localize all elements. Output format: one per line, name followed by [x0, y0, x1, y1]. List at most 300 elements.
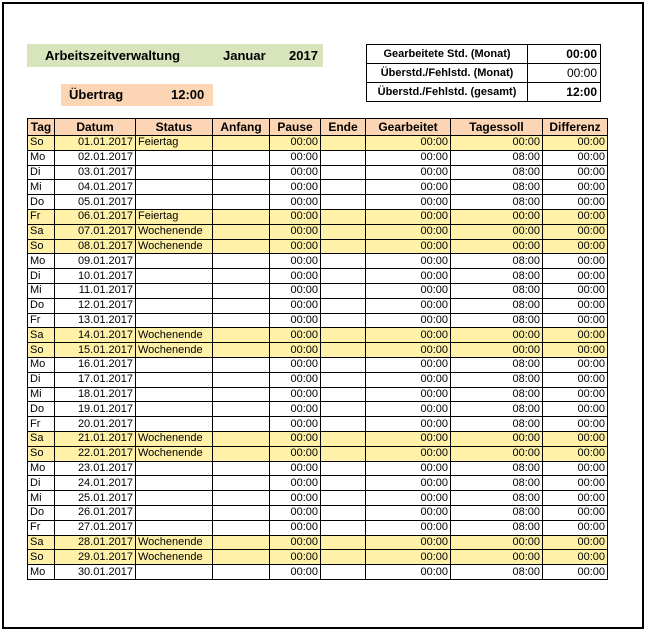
cell-gearbeitet[interactable]: 00:00: [366, 461, 451, 476]
cell-differenz[interactable]: 00:00: [543, 491, 608, 506]
cell-datum[interactable]: 09.01.2017: [55, 254, 136, 269]
column-header: Tag: [28, 119, 55, 136]
cell-tag[interactable]: Sa: [28, 328, 55, 343]
cell-ende[interactable]: [321, 343, 366, 358]
cell-ende[interactable]: [321, 505, 366, 520]
cell-pause[interactable]: 00:00: [270, 224, 321, 239]
cell-tag[interactable]: Do: [28, 298, 55, 313]
cell-datum[interactable]: 06.01.2017: [55, 209, 136, 224]
cell-gearbeitet[interactable]: 00:00: [366, 417, 451, 432]
cell-datum[interactable]: 11.01.2017: [55, 283, 136, 298]
cell-status[interactable]: [136, 505, 213, 520]
cell-tagessoll[interactable]: 08:00: [451, 165, 543, 180]
cell-anfang[interactable]: [213, 313, 270, 328]
cell-status[interactable]: [136, 387, 213, 402]
cell-pause[interactable]: 00:00: [270, 165, 321, 180]
cell-ende[interactable]: [321, 254, 366, 269]
cell-tag[interactable]: So: [28, 550, 55, 565]
cell-pause[interactable]: 00:00: [270, 565, 321, 580]
cell-status[interactable]: [136, 417, 213, 432]
cell-gearbeitet[interactable]: 00:00: [366, 535, 451, 550]
cell-pause[interactable]: 00:00: [270, 283, 321, 298]
cell-pause[interactable]: 00:00: [270, 491, 321, 506]
cell-anfang[interactable]: [213, 535, 270, 550]
cell-differenz[interactable]: 00:00: [543, 446, 608, 461]
table-row: [28, 520, 608, 535]
cell-pause[interactable]: 00:00: [270, 328, 321, 343]
cell-anfang[interactable]: [213, 417, 270, 432]
cell-tag[interactable]: Do: [28, 402, 55, 417]
cell-pause[interactable]: 00:00: [270, 269, 321, 284]
cell-datum[interactable]: 19.01.2017: [55, 402, 136, 417]
cell-tagessoll[interactable]: 08:00: [451, 298, 543, 313]
cell-differenz[interactable]: 00:00: [543, 239, 608, 254]
cell-differenz[interactable]: 00:00: [543, 431, 608, 446]
cell-status[interactable]: Wochenende: [136, 550, 213, 565]
cell-gearbeitet[interactable]: 00:00: [366, 328, 451, 343]
cell-differenz[interactable]: 00:00: [543, 328, 608, 343]
cell-tag[interactable]: Fr: [28, 313, 55, 328]
cell-gearbeitet[interactable]: 00:00: [366, 239, 451, 254]
cell-datum[interactable]: 27.01.2017: [55, 520, 136, 535]
cell-tag[interactable]: Do: [28, 505, 55, 520]
table-row: [28, 298, 608, 313]
cell-ende[interactable]: [321, 224, 366, 239]
cell-differenz[interactable]: 00:00: [543, 209, 608, 224]
cell-pause[interactable]: 00:00: [270, 136, 321, 151]
cell-gearbeitet[interactable]: 00:00: [366, 224, 451, 239]
cell-pause[interactable]: 00:00: [270, 431, 321, 446]
table-row: [28, 372, 608, 387]
cell-pause[interactable]: 00:00: [270, 372, 321, 387]
cell-anfang[interactable]: [213, 254, 270, 269]
cell-gearbeitet[interactable]: 00:00: [366, 520, 451, 535]
cell-differenz[interactable]: 00:00: [543, 417, 608, 432]
cell-differenz[interactable]: 00:00: [543, 565, 608, 580]
cell-anfang[interactable]: [213, 565, 270, 580]
cell-tag[interactable]: So: [28, 446, 55, 461]
cell-gearbeitet[interactable]: 00:00: [366, 254, 451, 269]
cell-ende[interactable]: [321, 387, 366, 402]
cell-differenz[interactable]: 00:00: [543, 180, 608, 195]
carryover-label: Übertrag: [69, 87, 124, 102]
cell-datum[interactable]: 17.01.2017: [55, 372, 136, 387]
cell-pause[interactable]: 00:00: [270, 461, 321, 476]
cell-tagessoll[interactable]: 00:00: [451, 224, 543, 239]
cell-differenz[interactable]: 00:00: [543, 461, 608, 476]
cell-status[interactable]: [136, 195, 213, 210]
cell-gearbeitet[interactable]: 00:00: [366, 209, 451, 224]
cell-tag[interactable]: Mo: [28, 565, 55, 580]
cell-tagessoll[interactable]: 08:00: [451, 491, 543, 506]
cell-anfang[interactable]: [213, 431, 270, 446]
cell-status[interactable]: Wochenende: [136, 224, 213, 239]
cell-pause[interactable]: 00:00: [270, 254, 321, 269]
cell-ende[interactable]: [321, 476, 366, 491]
cell-anfang[interactable]: [213, 298, 270, 313]
cell-ende[interactable]: [321, 136, 366, 151]
cell-pause[interactable]: 00:00: [270, 209, 321, 224]
cell-tagessoll[interactable]: 00:00: [451, 136, 543, 151]
cell-tagessoll[interactable]: 08:00: [451, 254, 543, 269]
cell-gearbeitet[interactable]: 00:00: [366, 550, 451, 565]
cell-anfang[interactable]: [213, 150, 270, 165]
carryover-box: [61, 84, 213, 106]
cell-tag[interactable]: So: [28, 136, 55, 151]
cell-differenz[interactable]: 00:00: [543, 535, 608, 550]
cell-tag[interactable]: Mi: [28, 180, 55, 195]
cell-tag[interactable]: Mi: [28, 283, 55, 298]
cell-tag[interactable]: So: [28, 239, 55, 254]
cell-ende[interactable]: [321, 357, 366, 372]
cell-tagessoll[interactable]: 08:00: [451, 387, 543, 402]
cell-ende[interactable]: [321, 165, 366, 180]
cell-differenz[interactable]: 00:00: [543, 150, 608, 165]
cell-anfang[interactable]: [213, 520, 270, 535]
cell-datum[interactable]: 18.01.2017: [55, 387, 136, 402]
cell-tag[interactable]: Mi: [28, 387, 55, 402]
summary-label: Überstd./Fehlstd. (Monat): [367, 64, 528, 83]
cell-differenz[interactable]: 00:00: [543, 550, 608, 565]
cell-differenz[interactable]: 00:00: [543, 298, 608, 313]
cell-gearbeitet[interactable]: 00:00: [366, 491, 451, 506]
cell-pause[interactable]: 00:00: [270, 150, 321, 165]
cell-anfang[interactable]: [213, 402, 270, 417]
title-bar: [27, 44, 323, 67]
cell-gearbeitet[interactable]: 00:00: [366, 505, 451, 520]
cell-tagessoll[interactable]: 08:00: [451, 505, 543, 520]
cell-pause[interactable]: 00:00: [270, 298, 321, 313]
cell-tagessoll[interactable]: 00:00: [451, 343, 543, 358]
table-row: [28, 239, 608, 254]
cell-gearbeitet[interactable]: 00:00: [366, 150, 451, 165]
cell-gearbeitet[interactable]: 00:00: [366, 357, 451, 372]
cell-anfang[interactable]: [213, 165, 270, 180]
cell-ende[interactable]: [321, 209, 366, 224]
cell-tagessoll[interactable]: 00:00: [451, 239, 543, 254]
column-header: Status: [136, 119, 213, 136]
cell-tag[interactable]: Mo: [28, 357, 55, 372]
cell-pause[interactable]: 00:00: [270, 387, 321, 402]
cell-anfang[interactable]: [213, 209, 270, 224]
cell-pause[interactable]: 00:00: [270, 505, 321, 520]
column-header: Tagessoll: [451, 119, 543, 136]
cell-status[interactable]: Wochenende: [136, 535, 213, 550]
cell-datum[interactable]: 24.01.2017: [55, 476, 136, 491]
cell-status[interactable]: [136, 461, 213, 476]
table-row: [28, 283, 608, 298]
cell-ende[interactable]: [321, 269, 366, 284]
cell-tagessoll[interactable]: 08:00: [451, 195, 543, 210]
cell-status[interactable]: [136, 298, 213, 313]
cell-tagessoll[interactable]: 08:00: [451, 357, 543, 372]
cell-differenz[interactable]: 00:00: [543, 402, 608, 417]
summary-row: [367, 64, 601, 83]
cell-ende[interactable]: [321, 402, 366, 417]
cell-ende[interactable]: [321, 520, 366, 535]
cell-differenz[interactable]: 00:00: [543, 343, 608, 358]
cell-status[interactable]: Feiertag: [136, 209, 213, 224]
cell-status[interactable]: [136, 269, 213, 284]
cell-datum[interactable]: 30.01.2017: [55, 565, 136, 580]
cell-ende[interactable]: [321, 180, 366, 195]
column-header: Anfang: [213, 119, 270, 136]
cell-tag[interactable]: Sa: [28, 431, 55, 446]
cell-tagessoll[interactable]: 00:00: [451, 446, 543, 461]
cell-pause[interactable]: 00:00: [270, 195, 321, 210]
cell-datum[interactable]: 20.01.2017: [55, 417, 136, 432]
cell-ende[interactable]: [321, 328, 366, 343]
cell-datum[interactable]: 10.01.2017: [55, 269, 136, 284]
cell-ende[interactable]: [321, 195, 366, 210]
table-row: [28, 461, 608, 476]
cell-tagessoll[interactable]: 08:00: [451, 520, 543, 535]
table-row: [28, 328, 608, 343]
cell-status[interactable]: [136, 313, 213, 328]
cell-gearbeitet[interactable]: 00:00: [366, 298, 451, 313]
cell-ende[interactable]: [321, 550, 366, 565]
cell-tag[interactable]: Di: [28, 165, 55, 180]
cell-gearbeitet[interactable]: 00:00: [366, 476, 451, 491]
cell-datum[interactable]: 03.01.2017: [55, 165, 136, 180]
cell-pause[interactable]: 00:00: [270, 535, 321, 550]
cell-pause[interactable]: 00:00: [270, 239, 321, 254]
cell-tagessoll[interactable]: 08:00: [451, 150, 543, 165]
cell-status[interactable]: [136, 165, 213, 180]
cell-tag[interactable]: Sa: [28, 224, 55, 239]
cell-tagessoll[interactable]: 00:00: [451, 550, 543, 565]
cell-tag[interactable]: Mo: [28, 461, 55, 476]
cell-datum[interactable]: 16.01.2017: [55, 357, 136, 372]
cell-differenz[interactable]: 00:00: [543, 357, 608, 372]
cell-status[interactable]: [136, 476, 213, 491]
cell-ende[interactable]: [321, 283, 366, 298]
cell-status[interactable]: [136, 254, 213, 269]
cell-ende[interactable]: [321, 565, 366, 580]
cell-tag[interactable]: Di: [28, 269, 55, 284]
cell-anfang[interactable]: [213, 476, 270, 491]
summary-value[interactable]: 00:00: [528, 64, 601, 83]
cell-tagessoll[interactable]: 08:00: [451, 269, 543, 284]
cell-datum[interactable]: 13.01.2017: [55, 313, 136, 328]
cell-anfang[interactable]: [213, 195, 270, 210]
cell-anfang[interactable]: [213, 446, 270, 461]
cell-anfang[interactable]: [213, 269, 270, 284]
cell-datum[interactable]: 22.01.2017: [55, 446, 136, 461]
cell-differenz[interactable]: 00:00: [543, 520, 608, 535]
cell-anfang[interactable]: [213, 491, 270, 506]
cell-datum[interactable]: 05.01.2017: [55, 195, 136, 210]
cell-status[interactable]: Wochenende: [136, 431, 213, 446]
cell-tagessoll[interactable]: 08:00: [451, 313, 543, 328]
cell-tag[interactable]: Mo: [28, 254, 55, 269]
cell-tagessoll[interactable]: 08:00: [451, 372, 543, 387]
column-header: Datum: [55, 119, 136, 136]
cell-differenz[interactable]: 00:00: [543, 372, 608, 387]
cell-ende[interactable]: [321, 491, 366, 506]
cell-anfang[interactable]: [213, 357, 270, 372]
cell-datum[interactable]: 23.01.2017: [55, 461, 136, 476]
cell-differenz[interactable]: 00:00: [543, 165, 608, 180]
cell-gearbeitet[interactable]: 00:00: [366, 372, 451, 387]
cell-ende[interactable]: [321, 150, 366, 165]
cell-differenz[interactable]: 00:00: [543, 313, 608, 328]
table-row: [28, 313, 608, 328]
column-header: Ende: [321, 119, 366, 136]
cell-gearbeitet[interactable]: 00:00: [366, 136, 451, 151]
cell-datum[interactable]: 25.01.2017: [55, 491, 136, 506]
column-header: Pause: [270, 119, 321, 136]
cell-anfang[interactable]: [213, 461, 270, 476]
cell-anfang[interactable]: [213, 224, 270, 239]
cell-ende[interactable]: [321, 417, 366, 432]
cell-pause[interactable]: 00:00: [270, 402, 321, 417]
cell-datum[interactable]: 29.01.2017: [55, 550, 136, 565]
cell-ende[interactable]: [321, 298, 366, 313]
cell-gearbeitet[interactable]: 00:00: [366, 402, 451, 417]
cell-pause[interactable]: 00:00: [270, 550, 321, 565]
cell-pause[interactable]: 00:00: [270, 520, 321, 535]
column-header: Differenz: [543, 119, 608, 136]
cell-tag[interactable]: Fr: [28, 520, 55, 535]
cell-pause[interactable]: 00:00: [270, 417, 321, 432]
cell-ende[interactable]: [321, 431, 366, 446]
cell-tag[interactable]: Do: [28, 195, 55, 210]
cell-gearbeitet[interactable]: 00:00: [366, 269, 451, 284]
cell-gearbeitet[interactable]: 00:00: [366, 195, 451, 210]
cell-gearbeitet[interactable]: 00:00: [366, 313, 451, 328]
cell-tagessoll[interactable]: 00:00: [451, 209, 543, 224]
cell-tagessoll[interactable]: 00:00: [451, 431, 543, 446]
cell-gearbeitet[interactable]: 00:00: [366, 343, 451, 358]
cell-gearbeitet[interactable]: 00:00: [366, 165, 451, 180]
cell-datum[interactable]: 08.01.2017: [55, 239, 136, 254]
summary-value[interactable]: 12:00: [528, 83, 601, 102]
cell-anfang[interactable]: [213, 550, 270, 565]
cell-anfang[interactable]: [213, 387, 270, 402]
cell-differenz[interactable]: 00:00: [543, 505, 608, 520]
cell-tagessoll[interactable]: 08:00: [451, 402, 543, 417]
cell-status[interactable]: [136, 402, 213, 417]
cell-status[interactable]: [136, 150, 213, 165]
cell-differenz[interactable]: 00:00: [543, 136, 608, 151]
cell-anfang[interactable]: [213, 372, 270, 387]
cell-anfang[interactable]: [213, 180, 270, 195]
cell-pause[interactable]: 00:00: [270, 313, 321, 328]
cell-status[interactable]: Feiertag: [136, 136, 213, 151]
cell-gearbeitet[interactable]: 00:00: [366, 431, 451, 446]
table-row: [28, 165, 608, 180]
cell-status[interactable]: [136, 491, 213, 506]
cell-datum[interactable]: 15.01.2017: [55, 343, 136, 358]
carryover-value[interactable]: 12:00: [171, 87, 205, 102]
table-row: [28, 446, 608, 461]
cell-datum[interactable]: 04.01.2017: [55, 180, 136, 195]
cell-pause[interactable]: 00:00: [270, 446, 321, 461]
cell-datum[interactable]: 12.01.2017: [55, 298, 136, 313]
cell-anfang[interactable]: [213, 328, 270, 343]
summary-value[interactable]: 00:00: [528, 45, 601, 64]
cell-gearbeitet[interactable]: 00:00: [366, 387, 451, 402]
cell-pause[interactable]: 00:00: [270, 180, 321, 195]
cell-tag[interactable]: Di: [28, 476, 55, 491]
cell-tagessoll[interactable]: 00:00: [451, 535, 543, 550]
cell-differenz[interactable]: 00:00: [543, 254, 608, 269]
cell-gearbeitet[interactable]: 00:00: [366, 180, 451, 195]
cell-status[interactable]: Wochenende: [136, 328, 213, 343]
cell-status[interactable]: [136, 357, 213, 372]
cell-tag[interactable]: Fr: [28, 209, 55, 224]
cell-differenz[interactable]: 00:00: [543, 195, 608, 210]
cell-tag[interactable]: Mo: [28, 150, 55, 165]
cell-tagessoll[interactable]: 08:00: [451, 461, 543, 476]
cell-datum[interactable]: 07.01.2017: [55, 224, 136, 239]
summary-table: [366, 44, 601, 102]
cell-status[interactable]: [136, 180, 213, 195]
cell-datum[interactable]: 01.01.2017: [55, 136, 136, 151]
cell-anfang[interactable]: [213, 343, 270, 358]
cell-ende[interactable]: [321, 239, 366, 254]
cell-differenz[interactable]: 00:00: [543, 224, 608, 239]
cell-anfang[interactable]: [213, 239, 270, 254]
cell-anfang[interactable]: [213, 283, 270, 298]
cell-datum[interactable]: 02.01.2017: [55, 150, 136, 165]
cell-status[interactable]: [136, 283, 213, 298]
cell-ende[interactable]: [321, 535, 366, 550]
cell-gearbeitet[interactable]: 00:00: [366, 283, 451, 298]
cell-status[interactable]: [136, 565, 213, 580]
cell-differenz[interactable]: 00:00: [543, 476, 608, 491]
cell-differenz[interactable]: 00:00: [543, 387, 608, 402]
cell-status[interactable]: Wochenende: [136, 239, 213, 254]
cell-ende[interactable]: [321, 313, 366, 328]
cell-tagessoll[interactable]: 08:00: [451, 180, 543, 195]
cell-pause[interactable]: 00:00: [270, 343, 321, 358]
cell-anfang[interactable]: [213, 136, 270, 151]
cell-ende[interactable]: [321, 461, 366, 476]
cell-ende[interactable]: [321, 446, 366, 461]
cell-datum[interactable]: 14.01.2017: [55, 328, 136, 343]
cell-differenz[interactable]: 00:00: [543, 283, 608, 298]
cell-tagessoll[interactable]: 00:00: [451, 328, 543, 343]
year-label[interactable]: 2017: [289, 48, 318, 63]
cell-tag[interactable]: Fr: [28, 417, 55, 432]
cell-datum[interactable]: 21.01.2017: [55, 431, 136, 446]
cell-anfang[interactable]: [213, 505, 270, 520]
cell-tag[interactable]: Mi: [28, 491, 55, 506]
cell-tagessoll[interactable]: 08:00: [451, 283, 543, 298]
cell-pause[interactable]: 00:00: [270, 476, 321, 491]
cell-status[interactable]: [136, 372, 213, 387]
cell-datum[interactable]: 28.01.2017: [55, 535, 136, 550]
cell-ende[interactable]: [321, 372, 366, 387]
cell-gearbeitet[interactable]: 00:00: [366, 565, 451, 580]
month-label[interactable]: Januar: [223, 48, 266, 63]
cell-gearbeitet[interactable]: 00:00: [366, 446, 451, 461]
cell-tagessoll[interactable]: 08:00: [451, 417, 543, 432]
cell-tag[interactable]: Sa: [28, 535, 55, 550]
cell-differenz[interactable]: 00:00: [543, 269, 608, 284]
cell-status[interactable]: Wochenende: [136, 446, 213, 461]
cell-tag[interactable]: So: [28, 343, 55, 358]
cell-status[interactable]: [136, 520, 213, 535]
cell-pause[interactable]: 00:00: [270, 357, 321, 372]
cell-tagessoll[interactable]: 08:00: [451, 565, 543, 580]
cell-tag[interactable]: Di: [28, 372, 55, 387]
cell-tagessoll[interactable]: 08:00: [451, 476, 543, 491]
cell-status[interactable]: Wochenende: [136, 343, 213, 358]
cell-datum[interactable]: 26.01.2017: [55, 505, 136, 520]
